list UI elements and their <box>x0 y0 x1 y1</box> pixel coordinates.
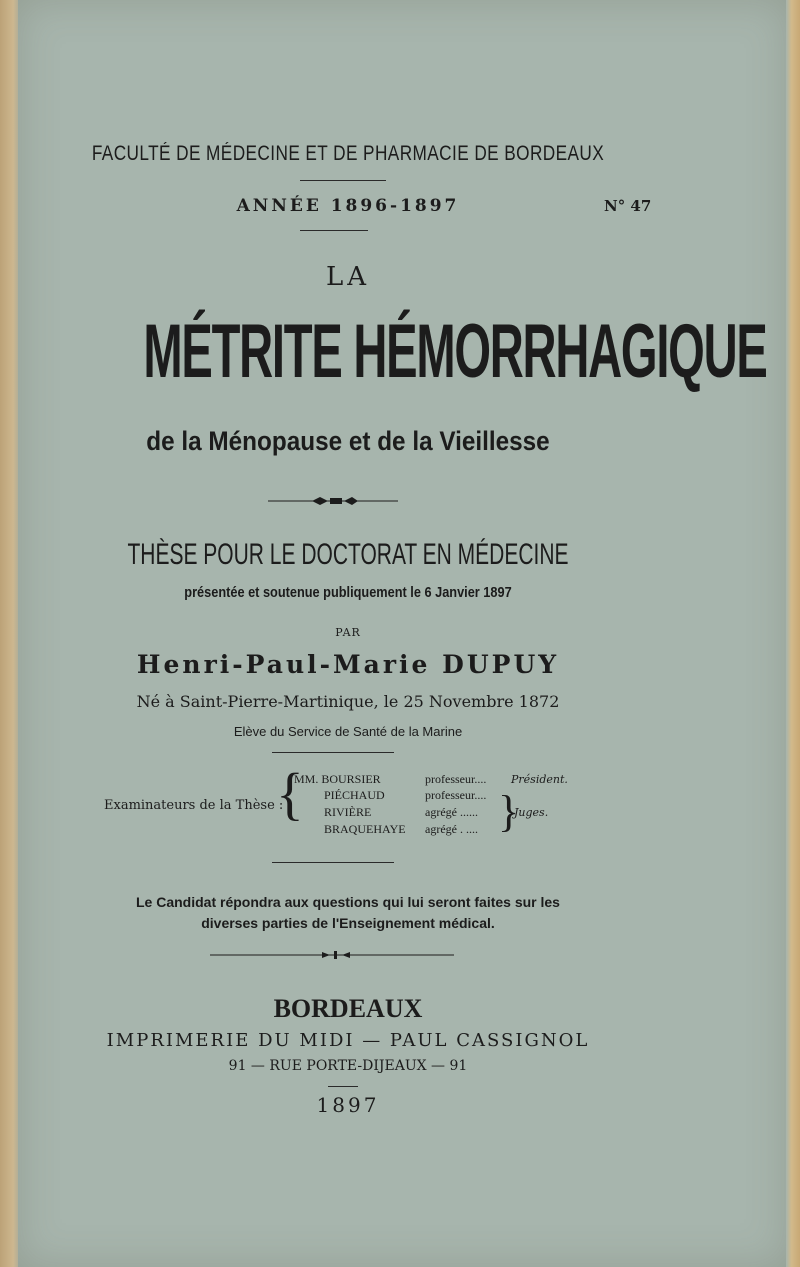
examiner-role: agrégé . .... <box>425 822 478 836</box>
author-birth: Né à Saint-Pierre-Martinique, le 25 Novembre 1872 <box>136 692 560 711</box>
faculty-name: FACULTÉ DE MÉDECINE ET DE PHARMACIE DE BORDEAUX <box>91 142 605 165</box>
examiner-name: RIVIÈRE <box>324 805 372 819</box>
title-article: LA <box>325 262 371 292</box>
candidate-notice <box>18 892 678 934</box>
presentation-date: présentée et soutenue publiquement le 6 Janvier 1897 <box>184 584 512 601</box>
by-label: PAR <box>335 626 361 639</box>
notice-line-2: diverses parties de l'Enseignement médical. <box>201 915 495 931</box>
examiner-role: professeur.... <box>425 788 487 802</box>
president-title: Président. <box>511 773 568 786</box>
author-name: Henri-Paul-Marie DUPUY <box>136 650 560 679</box>
left-brace-icon: { <box>276 761 304 826</box>
main-title: MÉTRITE HÉMORRHAGIQUE <box>143 309 767 394</box>
city-name: BORDEAUX <box>273 994 423 1023</box>
thesis-number: N° 47 <box>604 197 652 215</box>
judges-title: Juges. <box>514 806 549 819</box>
examiner-name: MM. BOURSIER <box>294 772 381 786</box>
title-page <box>18 0 788 1267</box>
examiner-name: PIÉCHAUD <box>324 788 385 802</box>
examiner-role: agrégé ...... <box>425 805 478 819</box>
examiners-label: Examinateurs de la Thèse : <box>104 798 284 813</box>
ornament-divider <box>268 494 398 508</box>
publication-year: 1897 <box>316 1093 380 1117</box>
printer-name: IMPRIMERIE DU MIDI — PAUL CASSIGNOL <box>106 1030 590 1051</box>
divider-rule <box>300 180 386 181</box>
divider-rule <box>300 230 368 231</box>
divider-rule <box>328 1086 358 1087</box>
academic-year: ANNÉE 1896-1897 <box>236 196 460 216</box>
divider-rule <box>272 752 394 753</box>
page-edge <box>786 0 800 1267</box>
notice-line-1: Le Candidat répondra aux questions qui lui seront faites sur les <box>136 894 560 910</box>
thesis-heading: THÈSE POUR LE DOCTORAT EN MÉDECINE <box>127 538 569 571</box>
printer-address: 91 — RUE PORTE-DIJEAUX — 91 <box>228 1058 468 1074</box>
ornament-divider <box>210 950 454 960</box>
examiner-role: professeur.... <box>425 772 487 786</box>
examiner-name: BRAQUEHAYE <box>324 822 406 836</box>
right-brace-icon: } <box>498 787 520 836</box>
divider-rule <box>272 862 394 863</box>
subtitle: de la Ménopause et de la Vieillesse <box>146 426 550 456</box>
author-status: Elève du Service de Santé de la Marine <box>233 724 463 739</box>
